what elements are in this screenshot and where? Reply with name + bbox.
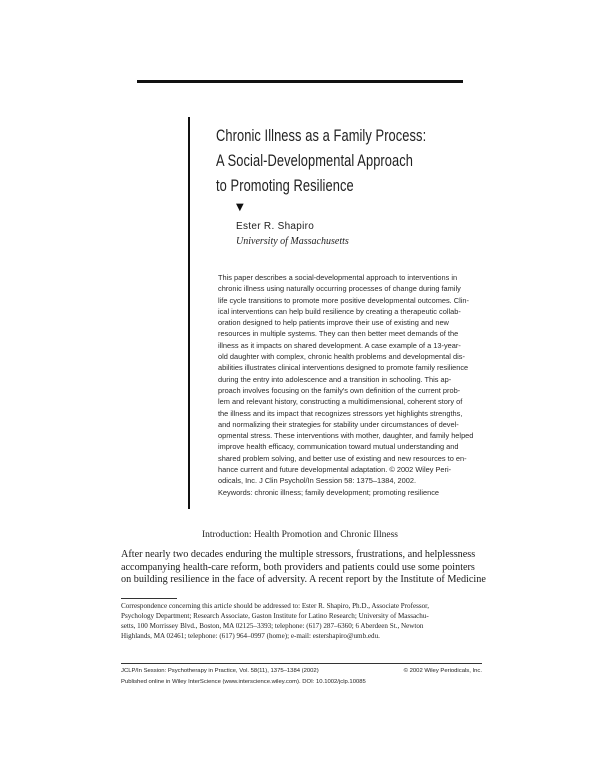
footer-rule xyxy=(121,663,482,664)
body-line: After nearly two decades enduring the multiple stressors, frustrations, and helplessness xyxy=(121,549,476,560)
abstract-line: during the entry into adolescence and a transition in schooling. This ap- xyxy=(218,374,452,384)
body-line: on building resilience in the face of adversity. A recent report by the Institute of Medicine xyxy=(121,574,486,586)
triangle-marker-icon: ▼ xyxy=(236,202,244,213)
title-line: Chronic Illness as a Family Process: xyxy=(216,127,427,145)
section-heading: Introduction: Health Promotion and Chronic Illness xyxy=(201,530,399,540)
abstract-line: hance current and future developmental adaptation. © 2002 Wiley Peri- xyxy=(218,465,452,475)
abstract-line: opmental stress. These interventions with mother, daughter, and family helped xyxy=(218,431,474,441)
abstract-line: abilities illustrates clinical interventions designed to promote family resilience xyxy=(218,363,469,373)
abstract-line: the illness and its impact that recognizes stressors yet highlights strengths, xyxy=(218,408,463,418)
abstract-line: and normalizing their strategies for stability under circumstances of devel- xyxy=(218,419,459,429)
author-affiliation: University of Massachusetts xyxy=(236,236,349,247)
keywords: Keywords: chronic illness; family development; promoting resilience xyxy=(218,488,439,497)
footnote-line: setts, 100 Morrissey Blvd., Boston, MA 02125–3393; telephone: (617) 287–6360; 6 Aberdeen St., Newton xyxy=(121,622,424,630)
correspondence-footnote xyxy=(121,601,483,641)
abstract-line: This paper describes a social-developmental approach to interventions in xyxy=(218,273,458,282)
intro-paragraph xyxy=(121,549,486,587)
abstract-side-bar xyxy=(188,117,190,509)
abstract-line: resources in multiple systems. They can then better meet demands of the xyxy=(218,329,459,339)
footnote-line: Psychology Department; Research Associate, Gaston Institute for Latino Research; University of Massachu- xyxy=(121,612,429,620)
abstract-line: old daughter with complex, chronic health problems and developmental dis- xyxy=(218,352,465,362)
footnote-rule xyxy=(121,598,177,599)
title-line: to Promoting Resilience xyxy=(216,177,354,195)
copyright-notice: © 2002 Wiley Periodicals, Inc. xyxy=(403,668,482,674)
abstract xyxy=(218,272,480,487)
footnote-line: Correspondence concerning this article should be addressed to: Ester R. Shapiro, Ph.D., Associate Professor, xyxy=(121,602,430,610)
body-line: accompanying health-care reform, both providers and patients could use some pointers xyxy=(121,561,475,573)
footnote-line: Highlands, MA 02461; telephone: (617) 964–0997 (home); e-mail: estershapiro@umb.edu. xyxy=(121,632,380,640)
abstract-line: life cycle transitions to promote more positive developmental outcomes. Clin- xyxy=(218,295,469,305)
journal-citation: JCLP/In Session: Psychotherapy in Practice, Vol. 58(11), 1375–1384 (2002) xyxy=(121,668,319,674)
published-online-note: Published online in Wiley InterScience (www.interscience.wiley.com). DOI: 10.1002/jclp.10085 xyxy=(121,679,366,685)
top-rule xyxy=(137,80,463,83)
author-name: Ester R. Shapiro xyxy=(236,221,315,232)
abstract-line: oration designed to help patients improve their use of existing and new xyxy=(218,318,449,328)
abstract-line: lem and relevant history, constructing a multidimensional, coherent story of xyxy=(218,397,463,407)
abstract-line: improve health efficacy, communication toward mutual understanding and xyxy=(218,442,459,452)
article-title xyxy=(216,124,427,199)
abstract-line: ical interventions can help build resilience by creating a therapeutic collab- xyxy=(218,306,461,316)
abstract-line: illness as it impacts on shared development. A case example of a 13-year- xyxy=(218,340,461,350)
abstract-line: chronic illness using naturally occurring processes of change during family xyxy=(218,284,461,294)
title-line: A Social-Developmental Approach xyxy=(216,152,414,170)
abstract-line: shared problem solving, and better use of existing and new resources to en- xyxy=(218,453,467,463)
abstract-line: odicals, Inc. J Clin Psychol/In Session 58: 1375–1384, 2002. xyxy=(218,476,417,486)
abstract-line: proach involves focusing on the family's own definition of the current prob- xyxy=(218,385,461,395)
